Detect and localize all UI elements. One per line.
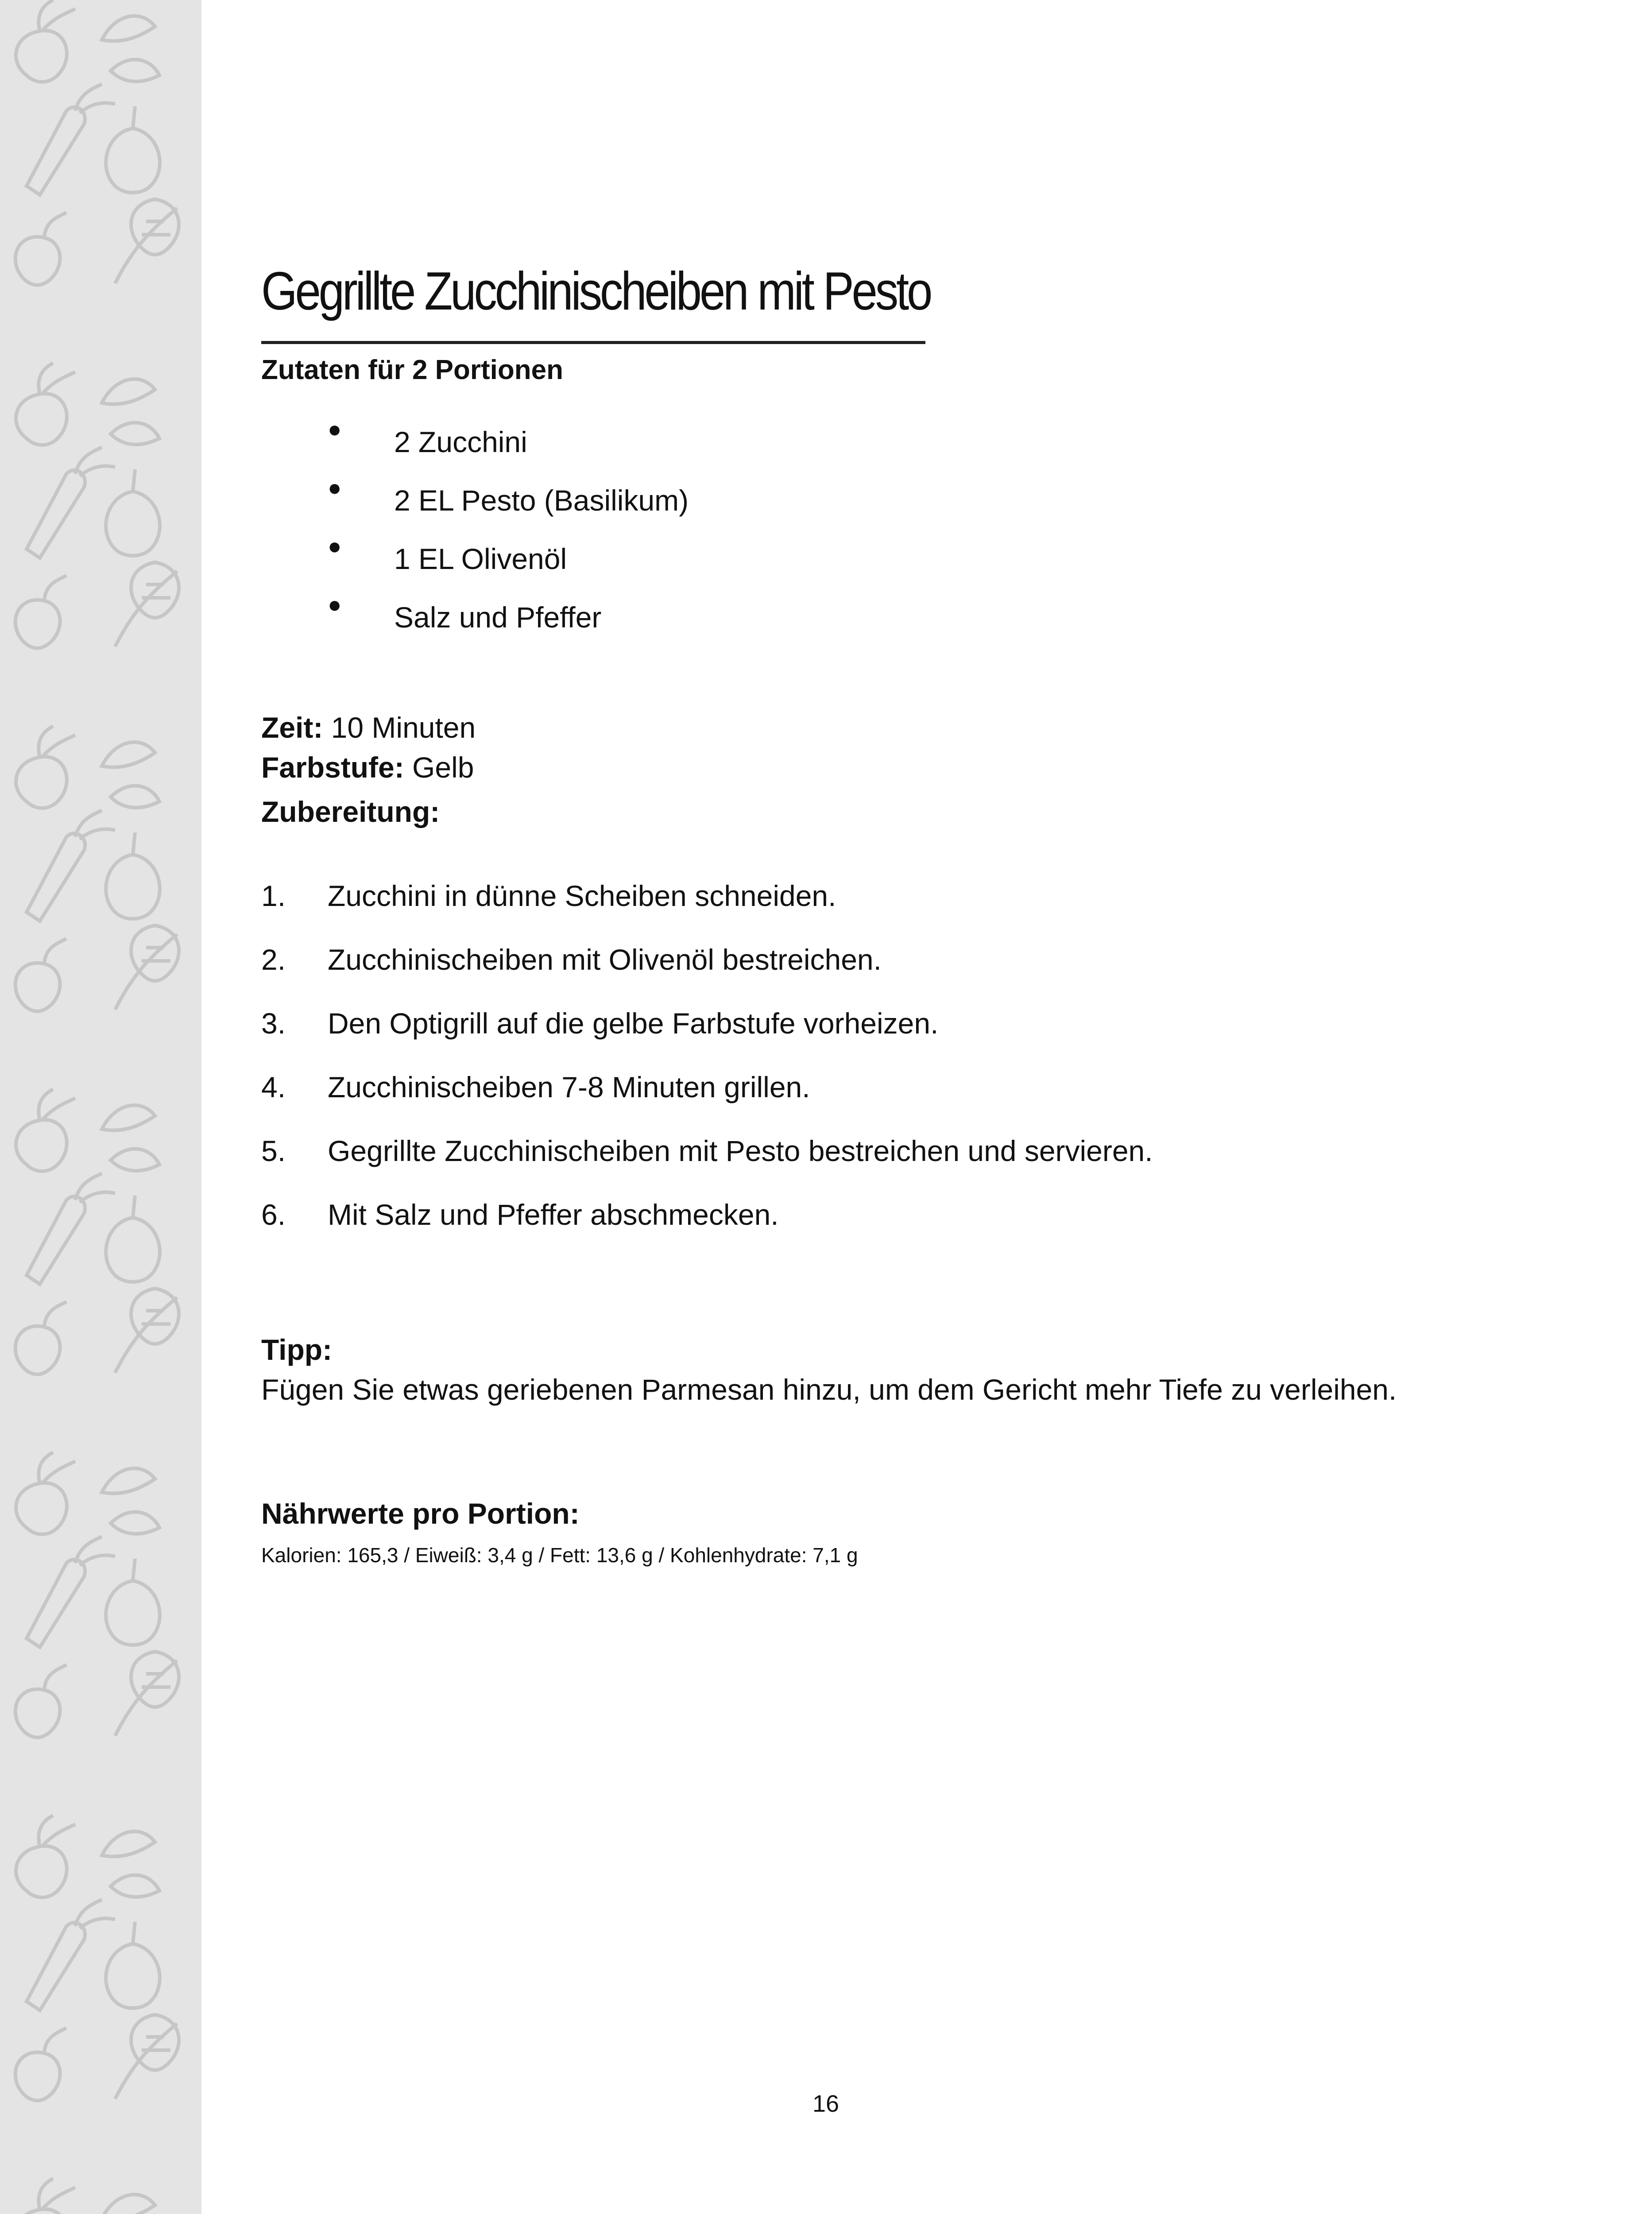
- tip-heading: Tipp:: [261, 1333, 333, 1366]
- page-title: Gegrillte Zucchinischeiben mit Pesto: [261, 261, 931, 321]
- level-line: [261, 751, 474, 784]
- time-label: Zeit:: [261, 711, 323, 744]
- level-value: Gelb: [412, 751, 474, 784]
- bullet-icon: ●: [328, 475, 342, 501]
- time-line: [261, 711, 476, 744]
- nutrition-heading: Nährwerte pro Portion:: [261, 1497, 580, 1530]
- time-value: 10 Minuten: [331, 711, 476, 744]
- nutrition-text: Kalorien: 165,3 / Eiweiß: 3,4 g / Fett: 13,6 g / Kohlenhydrate: 7,1 g: [261, 1544, 858, 1567]
- bullet-icon: ●: [328, 417, 342, 442]
- vegetable-pattern-sidebar: [0, 0, 201, 2214]
- title-underline: [261, 341, 925, 344]
- page-number: 16: [812, 2090, 840, 2117]
- vegetable-pattern-icon: [0, 0, 201, 2214]
- bullet-icon: ●: [328, 592, 342, 618]
- level-label: Farbstufe:: [261, 751, 404, 784]
- bullet-icon: ●: [328, 534, 342, 559]
- tip-text: Fügen Sie etwas geriebenen Parmesan hinzu, um dem Gericht mehr Tiefe zu verleihen.: [261, 1373, 1397, 1406]
- servings-heading: Zutaten für 2 Portionen: [261, 355, 563, 385]
- preparation-heading: Zubereitung:: [261, 795, 440, 828]
